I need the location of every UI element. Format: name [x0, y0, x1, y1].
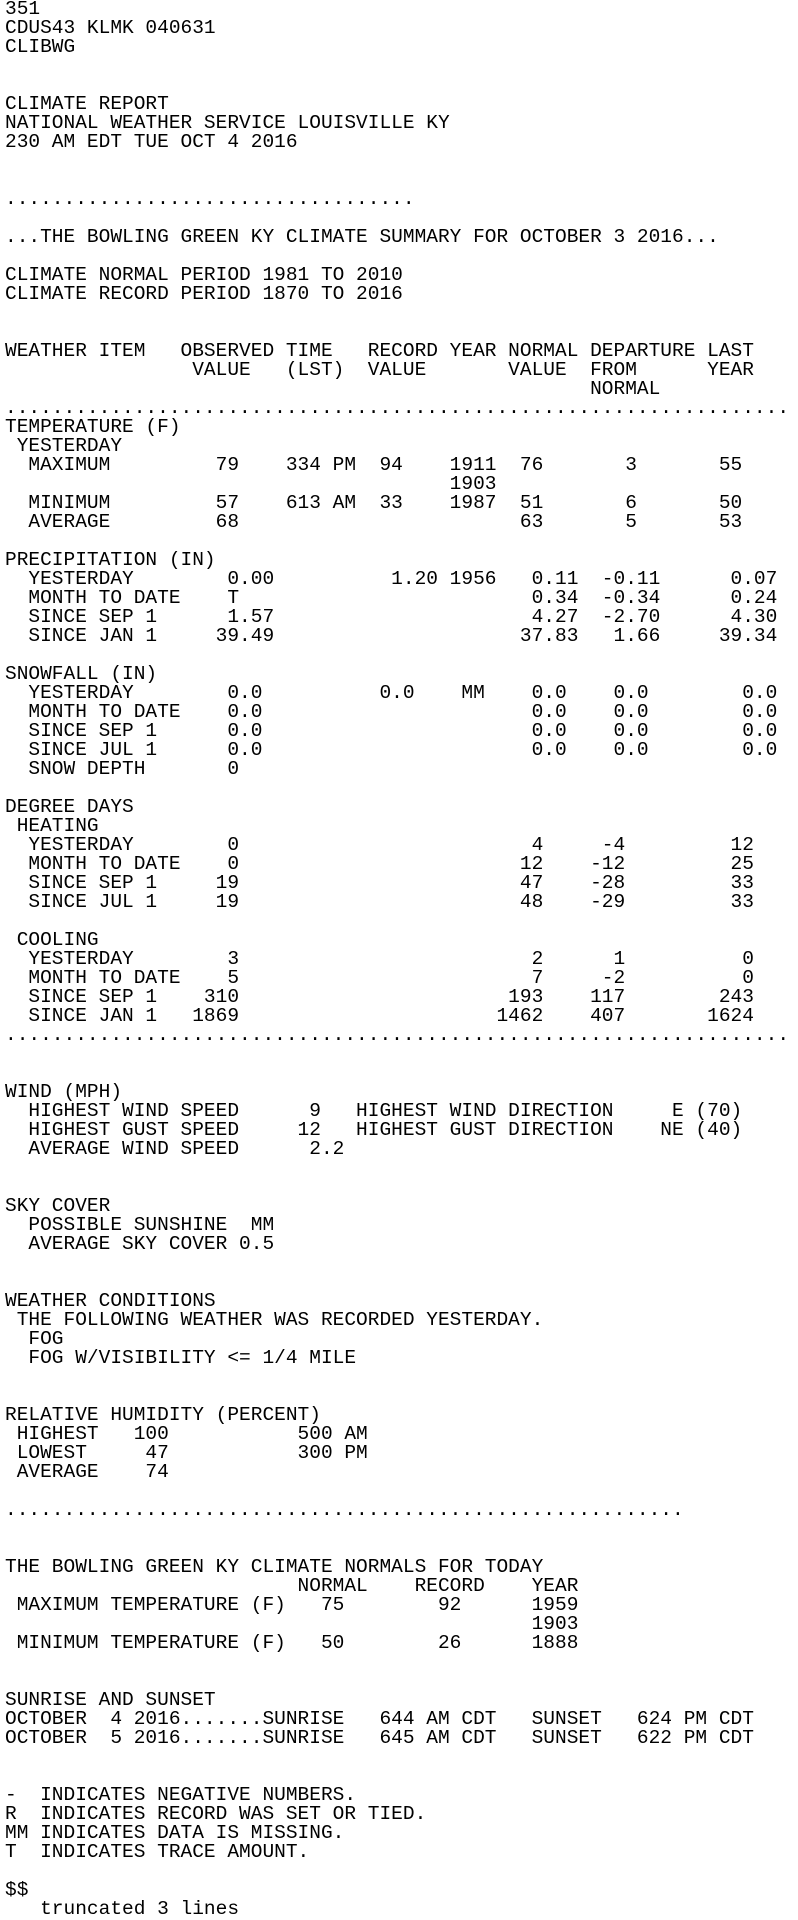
report-line: 1903	[5, 1613, 579, 1635]
report-line	[5, 1520, 789, 1539]
report-line: MONTH TO DATE 0 12 -12 25	[5, 853, 754, 875]
report-line	[5, 1653, 789, 1672]
report-line: OCTOBER 5 2016.......SUNRISE 645 AM CDT SUNSET 622 PM CDT	[5, 1727, 754, 1749]
report-line	[5, 304, 789, 323]
report-line: VALUE (LST) VALUE VALUE FROM YEAR	[5, 359, 754, 381]
report-line: ...THE BOWLING GREEN KY CLIMATE SUMMARY FOR OCTOBER 3 2016...	[5, 226, 719, 248]
report-line	[5, 152, 789, 171]
report-line: SINCE JAN 1 39.49 37.83 1.66 39.34	[5, 625, 778, 647]
report-line: NORMAL	[5, 378, 661, 400]
report-line: DEGREE DAYS	[5, 796, 134, 818]
report-line: HIGHEST GUST SPEED 12 HIGHEST GUST DIRECTION NE (40)	[5, 1119, 743, 1141]
report-line: AVERAGE 68 63 5 53	[5, 511, 743, 533]
report-line: SNOW DEPTH 0	[5, 758, 240, 780]
report-line: RELATIVE HUMIDITY (PERCENT)	[5, 1404, 321, 1426]
report-line	[5, 1368, 789, 1387]
report-line: CLIMATE NORMAL PERIOD 1981 TO 2010	[5, 264, 403, 286]
report-line: NORMAL RECORD YEAR	[5, 1575, 579, 1597]
report-line: TEMPERATURE (F)	[5, 416, 181, 438]
report-line: ...................................	[5, 188, 415, 210]
report-line: MONTH TO DATE T 0.34 -0.34 0.24	[5, 587, 778, 609]
climate-report-text	[5, 0, 789, 1919]
report-line: OCTOBER 4 2016.......SUNRISE 644 AM CDT SUNSET 624 PM CDT	[5, 1708, 754, 1730]
report-line: HIGHEST 100 500 AM	[5, 1423, 368, 1445]
report-line: WEATHER ITEM OBSERVED TIME RECORD YEAR NORMAL DEPARTURE LAST	[5, 340, 754, 362]
report-line: 1903	[5, 473, 497, 495]
report-line: SINCE SEP 1 19 47 -28 33	[5, 872, 754, 894]
report-line: 230 AM EDT TUE OCT 4 2016	[5, 131, 298, 153]
report-line: SINCE JAN 1 1869 1462 407 1624	[5, 1005, 754, 1027]
report-line: YESTERDAY 0.0 0.0 MM 0.0 0.0 0.0	[5, 682, 778, 704]
report-line: SINCE SEP 1 1.57 4.27 -2.70 4.30	[5, 606, 778, 628]
report-line: $$	[5, 1879, 29, 1901]
report-line: CDUS43 KLMK 040631	[5, 17, 216, 39]
report-line: WIND (MPH)	[5, 1081, 123, 1103]
report-line	[5, 1045, 789, 1064]
report-line: YESTERDAY 3 2 1 0	[5, 948, 754, 970]
report-line: MM INDICATES DATA IS MISSING.	[5, 1822, 345, 1844]
report-line	[5, 57, 789, 76]
report-line: T INDICATES TRACE AMOUNT.	[5, 1841, 310, 1863]
report-line	[5, 912, 789, 931]
report-line: SINCE JUL 1 19 48 -29 33	[5, 891, 754, 913]
report-line	[5, 1748, 789, 1767]
report-line: CLIBWG	[5, 36, 76, 58]
report-line: HIGHEST WIND SPEED 9 HIGHEST WIND DIRECTION E (70)	[5, 1100, 743, 1122]
report-line	[5, 1254, 789, 1273]
report-line	[5, 1159, 789, 1178]
report-line: YESTERDAY	[5, 435, 123, 457]
report-line: LOWEST 47 300 PM	[5, 1442, 368, 1464]
report-line: YESTERDAY 0.00 1.20 1956 0.11 -0.11 0.07	[5, 568, 778, 590]
report-line: PRECIPITATION (IN)	[5, 549, 216, 571]
report-line: MONTH TO DATE 5 7 -2 0	[5, 967, 754, 989]
report-line: MINIMUM 57 613 AM 33 1987 51 6 50	[5, 492, 743, 514]
report-line	[5, 1064, 789, 1083]
report-line: MINIMUM TEMPERATURE (F) 50 26 1888	[5, 1632, 579, 1654]
report-line: WEATHER CONDITIONS	[5, 1290, 216, 1312]
report-line: THE FOLLOWING WEATHER WAS RECORDED YESTERDAY.	[5, 1309, 544, 1331]
report-line: 351	[5, 0, 41, 20]
report-line: THE BOWLING GREEN KY CLIMATE NORMALS FOR TODAY	[5, 1556, 544, 1578]
report-line: YESTERDAY 0 4 -4 12	[5, 834, 754, 856]
report-line: HEATING	[5, 815, 99, 837]
report-line: POSSIBLE SUNSHINE MM	[5, 1214, 275, 1236]
report-line: ..........................................................	[5, 1499, 684, 1521]
report-line	[5, 1862, 789, 1881]
report-line: SNOWFALL (IN)	[5, 663, 158, 685]
report-line: CLIMATE REPORT	[5, 93, 169, 115]
report-line: ...................................................................	[5, 397, 790, 419]
report-line: AVERAGE 74	[5, 1461, 169, 1483]
report-line: R INDICATES RECORD WAS SET OR TIED.	[5, 1803, 427, 1825]
report-line: MAXIMUM 79 334 PM 94 1911 76 3 55	[5, 454, 743, 476]
report-line: FOG	[5, 1328, 64, 1350]
report-line: truncated 3 lines	[5, 1898, 240, 1920]
report-line: - INDICATES NEGATIVE NUMBERS.	[5, 1784, 357, 1806]
report-line: FOG W/VISIBILITY <= 1/4 MILE	[5, 1347, 357, 1369]
report-line: CLIMATE RECORD PERIOD 1870 TO 2016	[5, 283, 403, 305]
report-line: NATIONAL WEATHER SERVICE LOUISVILLE KY	[5, 112, 450, 134]
report-line: COOLING	[5, 929, 99, 951]
report-line: SINCE JUL 1 0.0 0.0 0.0 0.0	[5, 739, 778, 761]
report-line: MONTH TO DATE 0.0 0.0 0.0 0.0	[5, 701, 778, 723]
report-line: ...................................................................	[5, 1024, 790, 1046]
report-line	[5, 1178, 789, 1197]
report-line: MAXIMUM TEMPERATURE (F) 75 92 1959	[5, 1594, 579, 1616]
report-line: SKY COVER	[5, 1195, 111, 1217]
report-line: AVERAGE WIND SPEED 2.2	[5, 1138, 345, 1160]
report-line: AVERAGE SKY COVER 0.5	[5, 1233, 275, 1255]
report-line: SUNRISE AND SUNSET	[5, 1689, 216, 1711]
report-line: SINCE SEP 1 310 193 117 243	[5, 986, 754, 1008]
report-line: SINCE SEP 1 0.0 0.0 0.0 0.0	[5, 720, 778, 742]
